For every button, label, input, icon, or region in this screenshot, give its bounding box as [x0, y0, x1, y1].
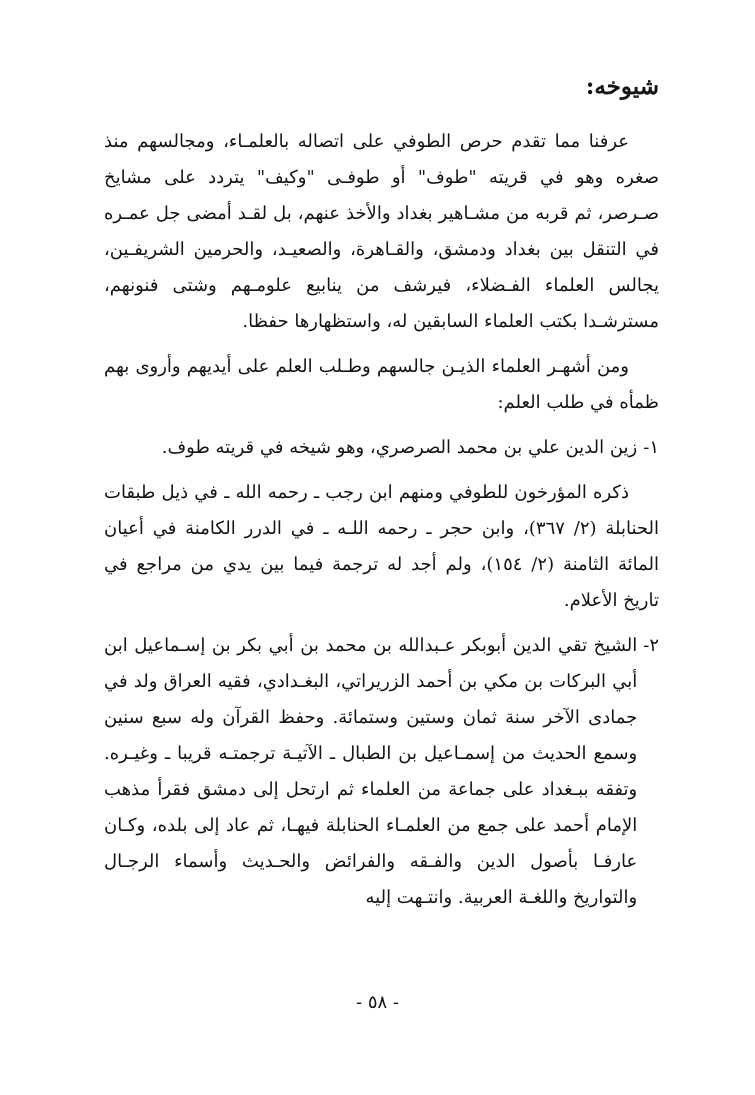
list-item-text: زين الدين علي بن محمد الصرصري، وهو شيخه في قريته طوف. [161, 437, 638, 458]
list-item-text: الشيخ تقي الدين أبوبكر عـبدالله بن محمد بن أبي بكر بن إسـماعيل ابن أبي البركات بن مكي بن أحمد الزريراتي، البغـدادي، فقيه العراق ولد في جمادى الآخر سنة ثمان وستين وستمائة. وحفظ القرآن وله سبع سنين وسمع الحديث من إسمـاعيل بن الطبال ـ الآتيـة ترجمتـه قريبا ـ وغيـره. وتفقه ببـغداد على جماعة من العلماء ثم ارتحل إلى دمشق فقرأ مذهب الإمام أحمد على جمع من العلمـاء الحنابلة فيهـا، ثم عاد إلى بلده، وكـان عارفـا بأصول الدين والفـقه والفرائض والحـديث وأسماء الرجـال والتواريخ واللغـة العربية. وانتـهت إليه [104, 635, 638, 908]
list-item-number: ١- [643, 437, 659, 458]
list-item [104, 628, 659, 916]
intro-paragraph: عرفنا مما تقدم حرص الطوفي على اتصاله بالعلمـاء، ومجالسهم منذ صغره وهو في قريته "طوف" أو طوفـى "وكيف" يتردد على مشايخ صـرصر، ثم قربه من مشـاهير بغداد والأخذ عنهم، بل لقـد أمضى جل عمـره في التنقل بين بغداد ودمشق، والقـاهرة، والصعيـد، والحرمين الشريفـين، يجالس العلماء الفـضلاء، فيرشف من ينابيع علومـهم وشتى فنونهم، مسترشـدا بكتب العلماء السابقين له، واستظهارها حفظا. [104, 131, 659, 332]
list-item [104, 430, 659, 466]
list-item-number: ٢- [643, 635, 659, 656]
note-paragraph: ذكره المؤرخون للطوفي ومنهم ابن رجب ـ رحمه الله ـ في ذيل طبقات الحنابلة (٢/ ٣٦٧)، وابن حجر ـ رحمه اللـه ـ في الدرر الكامنة في أعيان المائة الثامنة (٢/ ١٥٤)، ولم أجد له ترجمة فيما بين يدي من مراجع في تاريخ الأعلام. [104, 482, 659, 611]
section-heading: شيوخه: [585, 73, 659, 100]
page-number: - ٥٨ - [356, 992, 399, 1013]
lead-paragraph: ومن أشهـر العلماء الذيـن جالسهم وطـلب العلم على أيديهم وأروى بهم ظمأه في طلب العلم: [104, 356, 659, 413]
